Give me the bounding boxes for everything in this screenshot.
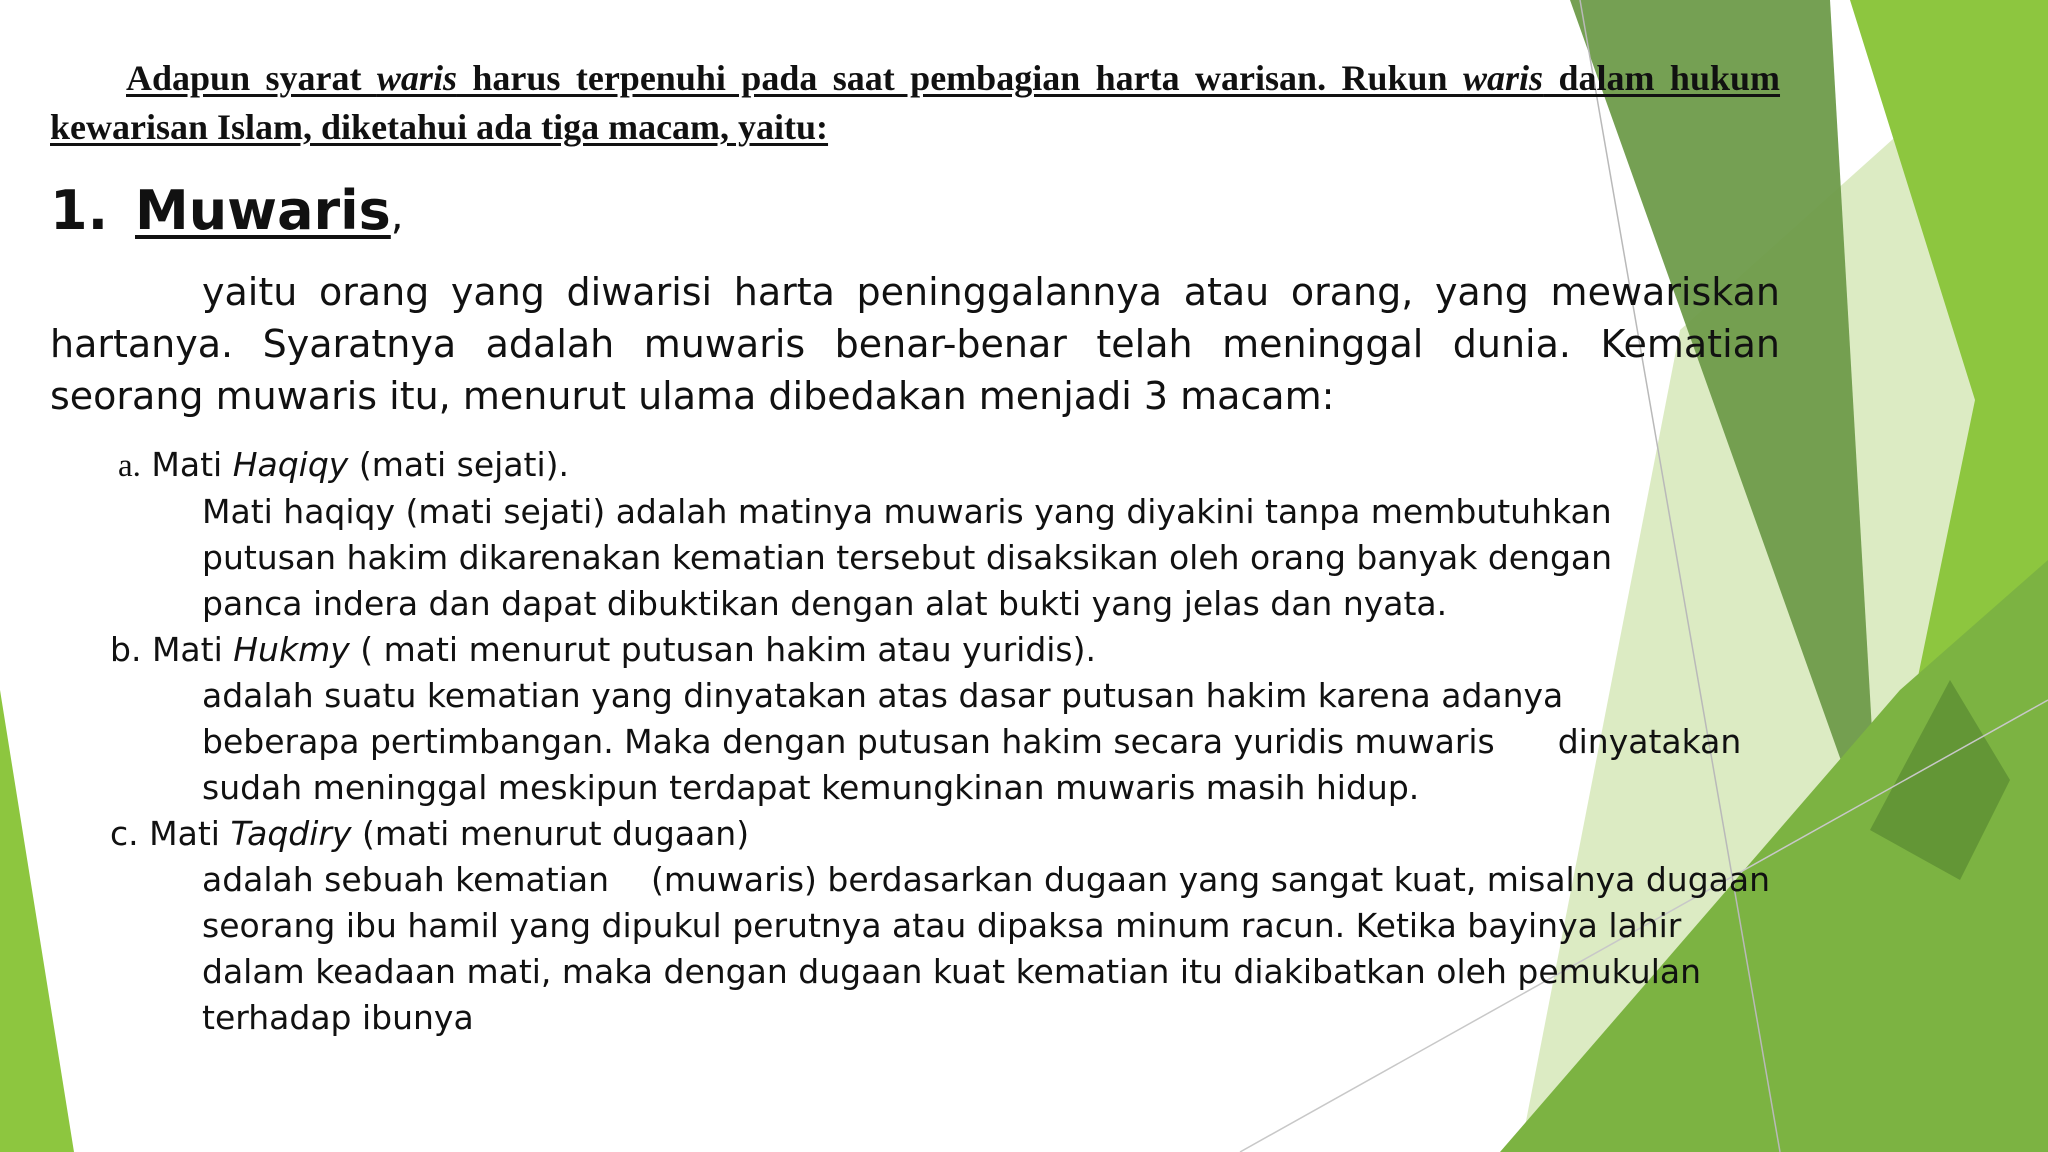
intro-text-3: dalam hukum kewarisan Islam, diketahui ada tiga macam, yaitu:	[50, 58, 1781, 147]
intro-italic-waris-2: waris	[1463, 58, 1544, 98]
type-suffix: ( mati menurut putusan hakim atau yuridis).	[349, 630, 1096, 669]
death-type-item	[118, 442, 1818, 627]
death-type-title	[110, 811, 1818, 857]
death-type-body	[118, 489, 1818, 627]
body-line: beberapa pertimbangan. Maka dengan putusan hakim secara yuridis muwaris dinyatakan	[202, 722, 1742, 761]
death-type-body	[118, 857, 1818, 1041]
intro-text-1: Adapun syarat	[126, 58, 377, 98]
type-prefix: Mati	[151, 445, 233, 484]
body-line: Mati haqiqy (mati sejati) adalah matinya muwaris yang diyakini tanpa membutuhkan	[202, 492, 1612, 531]
section-description: yaitu orang yang diwarisi harta peninggalannya atau orang, yang mewariskan hartanya. Syaratnya adalah muwaris benar-benar telah meninggal dunia. Kematian seorang muwaris itu, menurut ulama dibedakan menjadi 3 macam:	[50, 270, 1780, 418]
type-prefix: Mati	[149, 814, 231, 853]
list-marker: b.	[110, 630, 142, 669]
body-line: terhadap ibunya	[202, 998, 474, 1037]
body-line: adalah sebuah kematian (muwaris) berdasarkan dugaan yang sangat kuat, misalnya dugaan	[202, 860, 1771, 899]
death-type-title	[110, 627, 1818, 673]
body-line: panca indera dan dapat dibuktikan dengan alat bukti yang jelas dan nyata.	[202, 584, 1448, 623]
type-term: Hukmy	[233, 630, 350, 669]
type-suffix: (mati sejati).	[348, 445, 570, 484]
section-term: Muwaris	[135, 179, 391, 242]
list-marker: a.	[118, 448, 141, 484]
type-suffix: (mati menurut dugaan)	[351, 814, 750, 853]
death-type-title	[118, 442, 1818, 489]
list-marker: c.	[110, 814, 139, 853]
death-type-item	[110, 627, 1818, 811]
body-line: sudah meninggal meskipun terdapat kemungkinan muwaris masih hidup.	[202, 768, 1420, 807]
death-type-item	[110, 811, 1818, 1041]
intro-text-2: harus terpenuhi pada saat pembagian harta warisan. Rukun	[456, 58, 1464, 98]
body-line: putusan hakim dikarenakan kematian tersebut disaksikan oleh orang banyak dengan	[202, 538, 1613, 577]
intro-paragraph	[50, 54, 1780, 152]
body-line: dalam keadaan mati, maka dengan dugaan kuat kematian itu diakibatkan oleh pemukulan	[202, 952, 1702, 991]
section-comma: ,	[390, 193, 404, 239]
type-term: Taqdiry	[230, 814, 352, 853]
section-heading	[50, 176, 404, 251]
body-line: adalah suatu kematian yang dinyatakan atas dasar putusan hakim karena adanya	[202, 676, 1564, 715]
body-line: seorang ibu hamil yang dipukul perutnya atau dipaksa minum racun. Ketika bayinya lahir	[202, 906, 1682, 945]
type-term: Haqiqy	[232, 445, 349, 484]
death-type-body	[118, 673, 1818, 811]
death-types-list	[110, 442, 1818, 1041]
type-prefix: Mati	[151, 630, 234, 669]
intro-italic-waris-1: waris	[376, 58, 457, 98]
section-number: 1.	[50, 179, 109, 242]
